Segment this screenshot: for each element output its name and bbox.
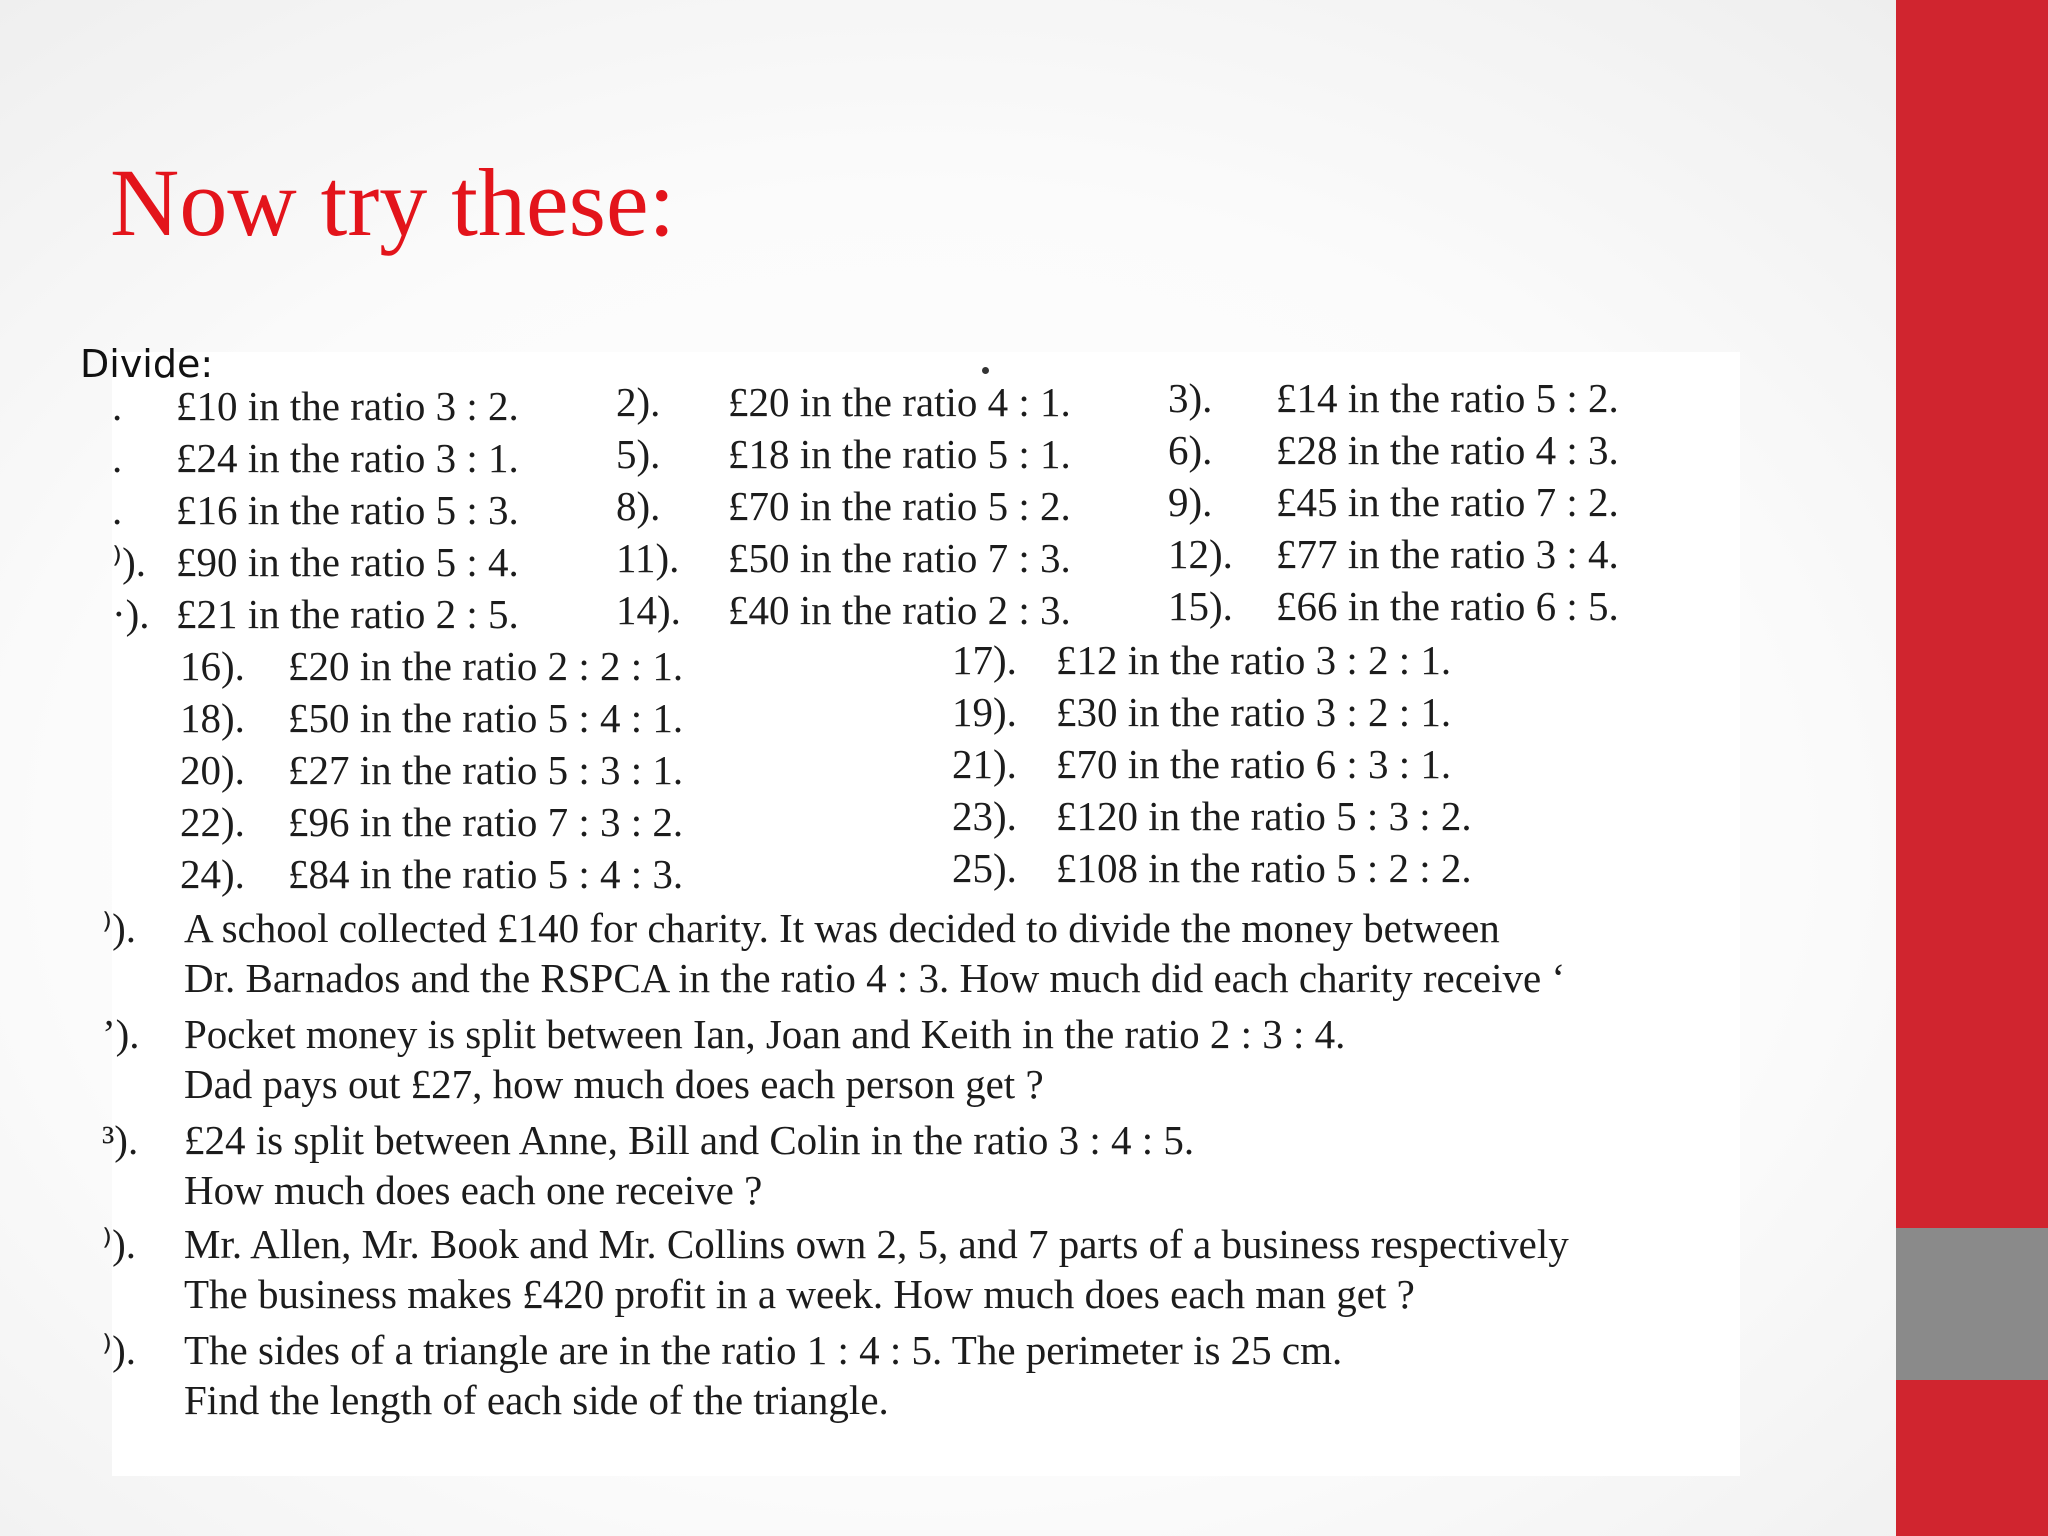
accent-sidebar [1896, 0, 2048, 1536]
problem-number: 9). [1168, 479, 1213, 525]
problem-text: £10 in the ratio 3 : 2. [176, 383, 519, 429]
problem-text: £70 in the ratio 6 : 3 : 1. [1056, 741, 1452, 787]
word-problem-line: Find the length of each side of the triangle. [184, 1377, 889, 1423]
problem-text: £12 in the ratio 3 : 2 : 1. [1056, 637, 1452, 683]
sidebar-band-middle [1896, 1228, 2048, 1380]
problem-number: 23). [952, 793, 1017, 839]
problem-number: 3). [1168, 375, 1213, 421]
problem-text: £50 in the ratio 7 : 3. [728, 535, 1071, 581]
word-problem-line: The sides of a triangle are in the ratio 1 : 4 : 5. The perimeter is 25 cm. [184, 1327, 1343, 1373]
problem-number: 15). [1168, 583, 1233, 629]
problem-text: £27 in the ratio 5 : 3 : 1. [288, 747, 684, 793]
problem-text: £28 in the ratio 4 : 3. [1276, 427, 1619, 473]
word-problem-line: The business makes £420 profit in a week. How much does each man get ? [184, 1271, 1415, 1317]
problem-number: . [112, 487, 123, 533]
problem-text: £96 in the ratio 7 : 3 : 2. [288, 799, 684, 845]
problem-text: £120 in the ratio 5 : 3 : 2. [1056, 793, 1472, 839]
problem-number: 14). [616, 587, 681, 633]
word-problem-number: ⁾). [102, 1327, 136, 1373]
problem-number: . [112, 435, 123, 481]
slide-title: Now try these: [110, 149, 676, 256]
problem-text: £30 in the ratio 3 : 2 : 1. [1056, 689, 1452, 735]
word-problem-number: ⁾). [102, 905, 136, 951]
word-problem-number: ⁾). [102, 1221, 136, 1267]
problem-number: 6). [1168, 427, 1213, 473]
problem-number: 21). [952, 741, 1017, 787]
problem-text: £70 in the ratio 5 : 2. [728, 483, 1071, 529]
problem-number: 22). [180, 799, 245, 845]
problem-number: 8). [616, 483, 661, 529]
problem-text: £20 in the ratio 2 : 2 : 1. [288, 643, 684, 689]
problem-text: £50 in the ratio 5 : 4 : 1. [288, 695, 684, 741]
word-problem-line: Dad pays out £27, how much does each person get ? [184, 1061, 1044, 1107]
sidebar-band-top [1896, 0, 2048, 1228]
word-problem-line: How much does each one receive ? [184, 1167, 763, 1213]
word-problem-line: Dr. Barnados and the RSPCA in the ratio 4 : 3. How much did each charity receive ‘ [184, 955, 1566, 1001]
sidebar-band-bottom [1896, 1380, 2048, 1536]
divide-label: Divide: [80, 342, 214, 386]
problem-text: £24 in the ratio 3 : 1. [176, 435, 519, 481]
problem-number: 5). [616, 431, 661, 477]
problem-number: 20). [180, 747, 245, 793]
problem-number: 12). [1168, 531, 1233, 577]
problem-number: . [112, 383, 123, 429]
word-problem-line: £24 is split between Anne, Bill and Colin in the ratio 3 : 4 : 5. [184, 1117, 1195, 1163]
word-problem-number: ’). [102, 1011, 140, 1057]
problem-text: £90 in the ratio 5 : 4. [176, 539, 519, 585]
problem-text: £66 in the ratio 6 : 5. [1276, 583, 1619, 629]
problem-number: ·). [112, 591, 150, 637]
problem-text: £45 in the ratio 7 : 2. [1276, 479, 1619, 525]
problem-number: 17). [952, 637, 1017, 683]
problem-number: 25). [952, 845, 1017, 891]
problem-text: £21 in the ratio 2 : 5. [176, 591, 519, 637]
problem-text: £84 in the ratio 5 : 4 : 3. [288, 851, 684, 897]
problem-number: 11). [616, 535, 680, 581]
worksheet-image [102, 352, 1740, 1476]
problem-number: 18). [180, 695, 245, 741]
word-problem-line: Mr. Allen, Mr. Book and Mr. Collins own 2, 5, and 7 parts of a business respectivelу [184, 1221, 1569, 1267]
problem-text: £18 in the ratio 5 : 1. [728, 431, 1071, 477]
problem-number: 24). [180, 851, 245, 897]
word-problem-line: A school collected £140 for charity. It was decided to divide the money between [184, 905, 1500, 951]
problem-number: 2). [616, 379, 661, 425]
problem-text: £40 in the ratio 2 : 3. [728, 587, 1071, 633]
problem-number: ⁾). [112, 539, 146, 585]
problem-number: 16). [180, 643, 245, 689]
problem-text: £14 in the ratio 5 : 2. [1276, 375, 1619, 421]
word-problem-line: Pocket money is split between Ian, Joan and Keith in the ratio 2 : 3 : 4. [184, 1011, 1346, 1057]
problem-number: 19). [952, 689, 1017, 735]
word-problem-number: ³). [102, 1117, 139, 1163]
problem-text: £20 in the ratio 4 : 1. [728, 379, 1071, 425]
problem-text: £108 in the ratio 5 : 2 : 2. [1056, 845, 1472, 891]
problem-text: £16 in the ratio 5 : 3. [176, 487, 519, 533]
scan-speck [982, 367, 989, 374]
problem-text: £77 in the ratio 3 : 4. [1276, 531, 1619, 577]
